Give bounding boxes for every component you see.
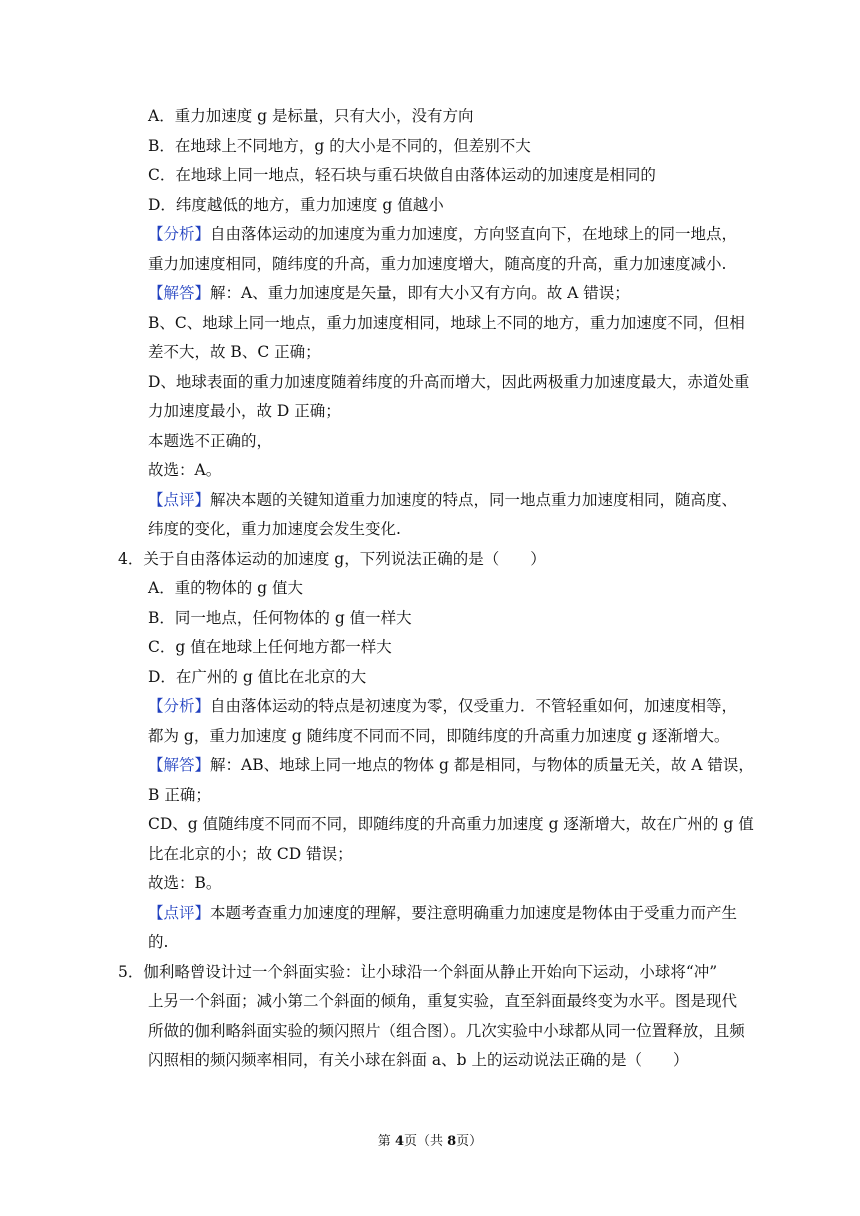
q3-solution-text-7: 故选：A。 (148, 461, 222, 479)
page-footer (0, 1130, 860, 1149)
comment-tag: 【点评】 (148, 490, 211, 509)
q4-solution-text-4: 比在北京的小；故 CD 错误； (148, 844, 353, 863)
q3-comment-text-2: 纬度的变化，重力加速度会发生变化. (148, 520, 401, 538)
q3-solution-text-4: D、地球表面的重力加速度随着纬度的升高而增大，因此两极重力加速度最大，赤道处重 (148, 372, 750, 391)
q4-solution-text-2: B 正确； (148, 785, 211, 804)
q5-stem-line-3: 所做的伽利略斜面实验的频闪照片（组合图）。几次实验中小球都从同一位置释放，且频 (148, 1021, 745, 1040)
q4-solution-text: 解：AB、地球上同一地点的物体 g 都是相同，与物体的质量无关，故 A 错误， (210, 756, 754, 774)
q5-stem-line-4: 闪照相的频闪频率相同，有关小球在斜面 a、b 上的运动说法正确的是（ ） (148, 1051, 689, 1069)
q3-analysis-text-2: 重力加速度相同，随纬度的升高，重力加速度增大，随高度的升高，重力加速度减小. (148, 254, 727, 273)
q4-analysis-line (118, 692, 738, 722)
q3-comment-line (118, 486, 738, 516)
q4-solution-text-3: CD、g 值随纬度不同而不同，即随纬度的升高重力加速度 g 逐渐增大，故在广州的 g 值 (148, 815, 754, 833)
q3-option-b: B．在地球上不同地方，g 的大小是不同的，但差别不大 (148, 136, 531, 155)
q5-stem-line-1: 5．伽利略曾设计过一个斜面实验：让小球沿一个斜面从静止开始向下运动，小球将“冲” (118, 962, 718, 981)
q3-comment-text: 解决本题的关键知道重力加速度的特点，同一地点重力加速度相同，随高度、 (210, 490, 738, 509)
q4-comment-line (118, 899, 738, 929)
footer-middle: 页（共 (403, 1134, 448, 1149)
footer-page-number: 4 (394, 1134, 404, 1149)
footer-total-pages: 8 (447, 1134, 457, 1149)
comment-tag: 【点评】 (148, 903, 211, 922)
q4-solution-text-5: 故选：B。 (148, 874, 222, 892)
q4-stem: 4．关于自由落体运动的加速度 g，下列说法正确的是（ ） (118, 549, 546, 568)
q4-comment-text: 本题考查重力加速度的理解，要注意明确重力加速度是物体由于受重力而产生 (210, 903, 738, 922)
q4-option-b: B．同一地点，任何物体的 g 值一样大 (148, 608, 412, 627)
solution-tag: 【解答】 (148, 756, 211, 774)
q3-solution-text: 解：A、重力加速度是矢量，即有大小又有方向。故 A 错误； (210, 284, 630, 302)
q3-analysis-text: 自由落体运动的加速度为重力加速度，方向竖直向下，在地球上的同一地点， (210, 225, 738, 243)
q3-analysis-line (118, 220, 738, 250)
q3-solution-line (118, 279, 730, 309)
q5-stem-line-2: 上另一个斜面；减小第二个斜面的倾角，重复实验，直至斜面最终变为水平。图是现代 (148, 992, 738, 1010)
page-content (118, 102, 754, 1076)
solution-tag: 【解答】 (148, 284, 211, 302)
q3-option-d: D．纬度越低的地方，重力加速度 g 值越小 (148, 195, 444, 214)
analysis-tag: 【分析】 (148, 697, 211, 715)
footer-suffix: 页） (456, 1134, 483, 1149)
q3-option-c: C．在地球上同一地点，轻石块与重石块做自由落体运动的加速度是相同的 (148, 166, 656, 184)
q4-option-c: C．g 值在地球上任何地方都一样大 (148, 638, 392, 656)
q4-analysis-text: 自由落体运动的特点是初速度为零，仅受重力．不管轻重如何，加速度相等， (210, 697, 738, 715)
analysis-tag: 【分析】 (148, 225, 211, 243)
q3-solution-text-2: B、C、地球上同一地点，重力加速度相同，地球上不同的地方，重力加速度不同，但相 (148, 313, 745, 332)
q3-solution-text-5: 力加速度最小，故 D 正确； (148, 402, 341, 420)
footer-prefix: 第 (377, 1134, 395, 1149)
q3-solution-text-6: 本题选不正确的， (148, 431, 273, 450)
q4-option-d: D．在广州的 g 值比在北京的大 (148, 667, 367, 686)
q4-option-a: A．重的物体的 g 值大 (148, 579, 303, 597)
q4-comment-text-2: 的. (148, 933, 169, 951)
q3-option-a: A．重力加速度 g 是标量，只有大小，没有方向 (148, 107, 474, 125)
q4-solution-line (118, 751, 754, 781)
q3-solution-text-3: 差不大，故 B、C 正确； (148, 343, 321, 361)
q4-analysis-text-2: 都为 g，重力加速度 g 随纬度不同而不同，即随纬度的升高重力加速度 g 逐渐增大。 (148, 726, 730, 745)
